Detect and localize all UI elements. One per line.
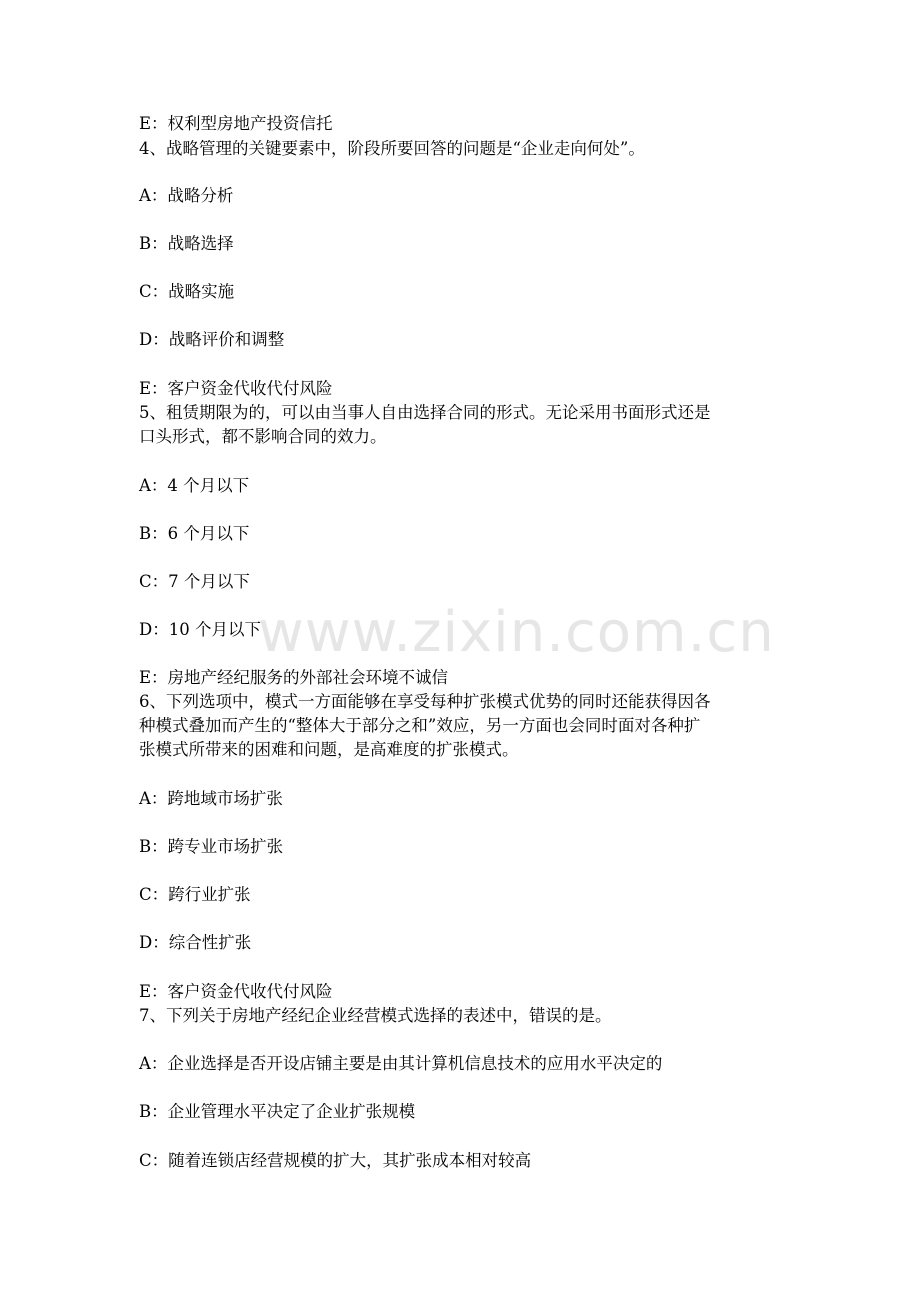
option-e-q5: E：房地产经纪服务的外部社会环境不诚信 <box>139 668 449 687</box>
question-4: 4、战略管理的关键要素中，阶段所要回答的问题是“企业走向何处”。 <box>139 139 645 158</box>
watermark: www.zixin.com.cn <box>258 600 775 665</box>
option-c-q6: C：跨行业扩张 <box>139 885 251 904</box>
option-e-q3: E：权利型房地产投资信托 <box>139 114 333 133</box>
option-d-q4: D：战略评价和调整 <box>139 330 285 349</box>
option-c-q4: C：战略实施 <box>139 282 235 301</box>
question-6-line-2: 种模式叠加而产生的“整体大于部分之和”效应，另一方面也会同时面对各种扩 <box>139 716 701 735</box>
option-a-q4: A：战略分析 <box>139 186 234 205</box>
option-d-q5: D：10 个月以下 <box>139 620 261 639</box>
option-c-q5: C：7 个月以下 <box>139 572 250 591</box>
question-5-line-2: 口头形式，都不影响合同的效力。 <box>139 427 387 446</box>
option-b-q6: B：跨专业市场扩张 <box>139 837 284 856</box>
option-c-q7: C：随着连锁店经营规模的扩大，其扩张成本相对较高 <box>139 1151 532 1170</box>
option-b-q7: B：企业管理水平决定了企业扩张规模 <box>139 1102 416 1121</box>
option-e-q4: E：客户资金代收代付风险 <box>139 379 333 398</box>
option-b-q5: B：6 个月以下 <box>139 524 250 543</box>
option-d-q6: D：综合性扩张 <box>139 933 252 952</box>
option-a-q6: A：跨地域市场扩张 <box>139 789 283 808</box>
option-a-q7: A：企业选择是否开设店铺主要是由其计算机信息技术的应用水平决定的 <box>139 1054 663 1073</box>
option-a-q5: A：4 个月以下 <box>139 476 250 495</box>
option-b-q4: B：战略选择 <box>139 234 234 253</box>
question-7: 7、下列关于房地产经纪企业经营模式选择的表述中，错误的是。 <box>139 1006 612 1025</box>
option-e-q6: E：客户资金代收代付风险 <box>139 982 333 1001</box>
question-6-line-3: 张模式所带来的困难和问题，是高难度的扩张模式。 <box>139 740 519 759</box>
question-6-line-1: 6、下列选项中，模式一方面能够在享受每种扩张模式优势的同时还能获得因各 <box>139 692 711 711</box>
question-5-line-1: 5、租赁期限为的，可以由当事人自由选择合同的形式。无论采用书面形式还是 <box>139 403 711 422</box>
